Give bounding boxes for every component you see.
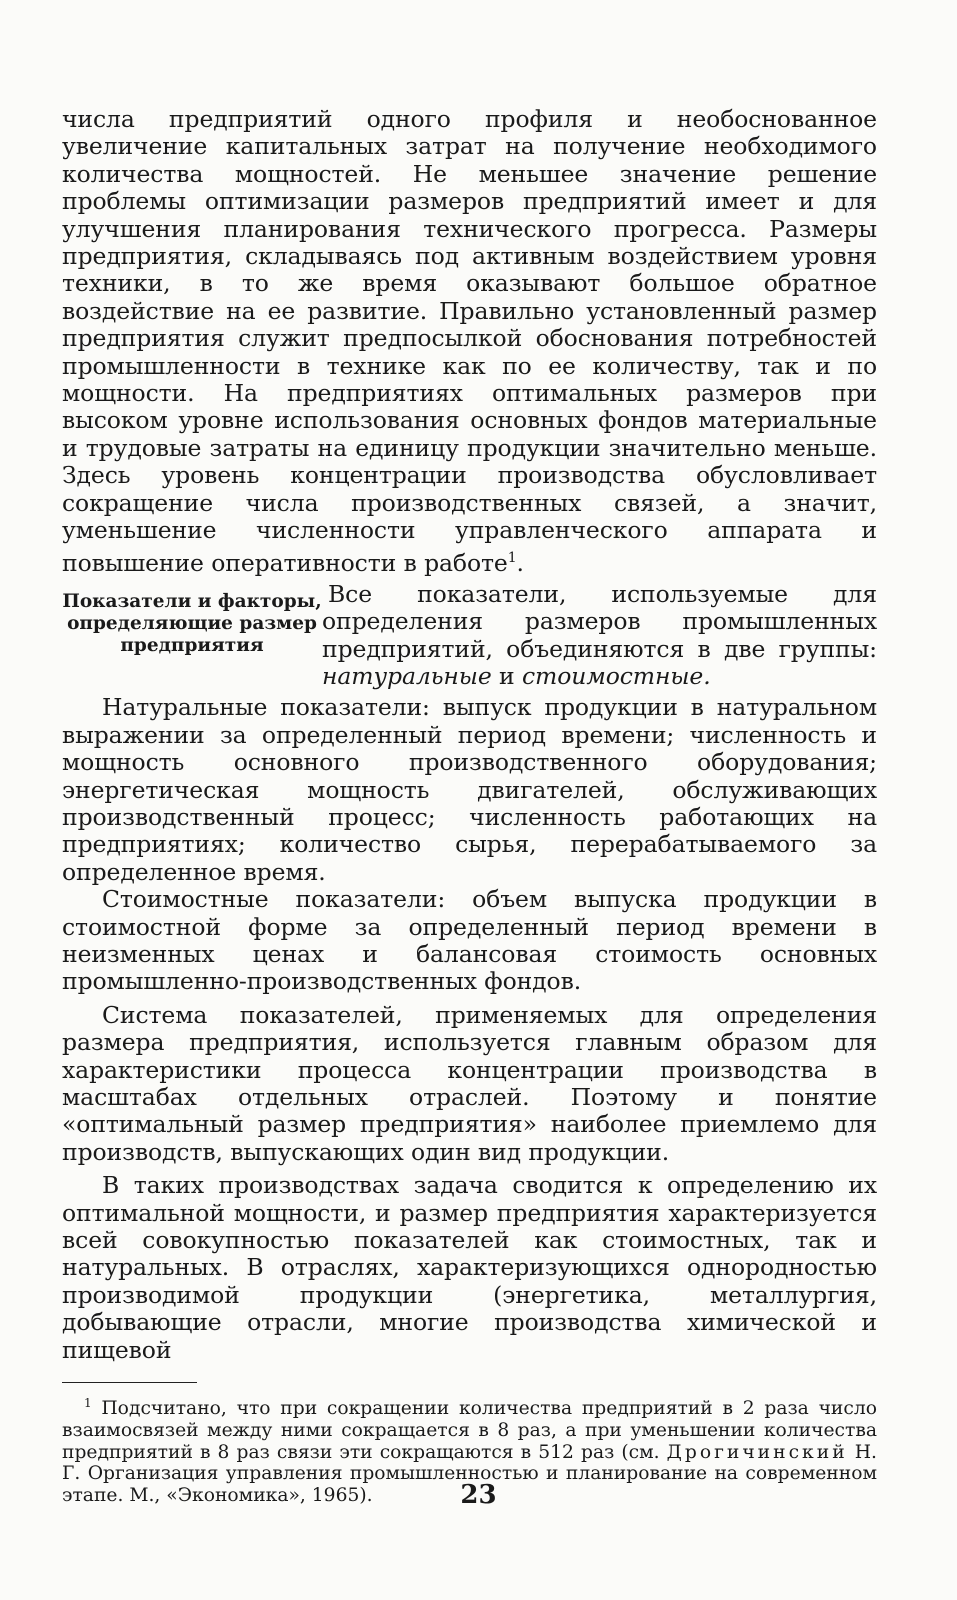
paragraph-1-text: числа предприятий одного профиля и необоснованное увеличение капитальных затрат на получение необходимого количества мощностей. Не меньшее значение решение проблемы оптимизации размеров предприятий имеет и для улучшения планирования технического прогресса. Размеры предприятия, складываясь под активным воздействием уровня техники, в то же время оказывают большое обратное воздействие на ее развитие. Правильно установленный размер предприятия служит предпосылкой обоснования потребностей промышленности в технике как по ее количеству, так и по мощности. На предприятиях оптимальных размеров при высоком уровне использования основных фондов материальные и трудовые затраты на единицу продукции значительно меньше. Здесь уровень концентрации производства обусловливает сокращение числа производственных связей, а значит, уменьшение численности управленческого аппарата и повышение оперативности в работе [62, 105, 877, 577]
paragraph-1 [62, 106, 877, 577]
footnote-author: Дрогичинский [666, 1441, 848, 1463]
page-number: 23 [460, 1480, 497, 1510]
section-intro [322, 581, 877, 691]
paragraph-4: Система показателей, применяемых для определения размера предприятия, используется главным образом для характеристики процесса концентрации производства в масштабах отдельных отраслей. Поэтому и понятие «оптимальный размер предприятия» наиболее приемлемо для производств, выпускающих один вид продукции. [62, 1000, 877, 1166]
paragraph-2: Натуральные показатели: выпуск продукции в натуральном выражении за определенный период времени; численность и мощность основного производственного оборудования; энергетическая мощность двигателей, обслуживающих производственный процесс; численность работающих на предприятиях; количество сырья, перерабатываемого за определенное время. [62, 693, 877, 886]
section-intro-italic-2: стоимостные. [521, 661, 711, 690]
footnote-text-1: Подсчитано, что при сокращении количества предприятий в 2 раза число взаимосвязей между ними сокращается в 8 раз, а при уменьшении количества предприятий в 8 раз связи эти сокращаются в 512 раз (см. [62, 1398, 877, 1463]
section-intro-and: и [499, 661, 515, 690]
section-block [62, 581, 877, 691]
footnote-ref: 1 [507, 549, 517, 566]
paragraph-5: В таких производствах задача сводится к определению их оптимальной мощности, и размер предприятия характеризуется всей совокупностью показателей как стоимостных, так и натуральных. В отраслях, характеризующихся однородностью производимой продукции (энергетика, металлургия, добывающие отрасли, многие производства химической и пищевой [62, 1171, 877, 1364]
footnote-divider [62, 1382, 197, 1383]
footnote-text-2: Н. Г. Организация управления промышленностью и планирование на современном этапе. М., «Экономика», 1965). [62, 1441, 877, 1506]
paragraph-1-end: . [516, 548, 524, 577]
footnote-mark: 1 [84, 1396, 92, 1411]
paragraph-3: Стоимостные показатели: объем выпуска продукции в стоимостной форме за определенный период времени в неизменных ценах и балансовая стоимость основных промышленно-производственных фондов. [62, 885, 877, 996]
section-intro-italic-1: натуральные [322, 661, 492, 690]
section-heading: Показатели и факторы, определяющие размер предприятия [62, 590, 322, 656]
page-body [62, 106, 877, 1506]
section-intro-block [322, 581, 877, 691]
section-intro-text: Все показатели, используемые для определения размеров промышленных предприятий, объединяются в две группы: [322, 579, 877, 663]
